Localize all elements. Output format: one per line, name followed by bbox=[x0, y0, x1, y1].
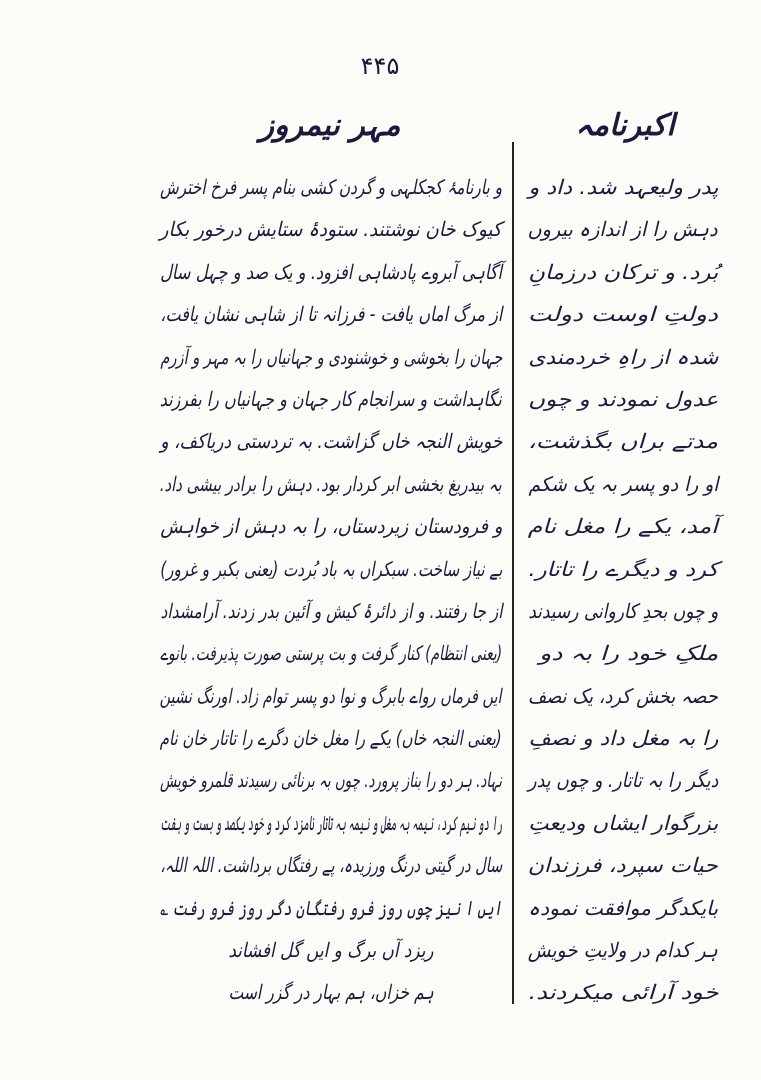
line-text: ایں ا نیز چوں روز فرو رفتگان دگر روز فرو رفت ؎ bbox=[160, 895, 502, 920]
left-column-title: مہر نیمروز bbox=[259, 108, 401, 143]
line-text: عدول نمودند و چوں bbox=[528, 386, 718, 411]
text-line bbox=[528, 208, 718, 250]
line-text: (یعنی انتظام) کنار گرفت و بت پرستی صورت پذیرفت. بانوے bbox=[160, 641, 502, 666]
text-line bbox=[528, 420, 718, 462]
text-line bbox=[160, 293, 502, 335]
line-text: مدتے براں بگذشت، bbox=[528, 429, 718, 454]
text-line bbox=[528, 378, 718, 420]
text-line bbox=[160, 717, 502, 759]
line-text: ہر کدام در ولایتِ خویش bbox=[528, 938, 718, 963]
column-divider bbox=[512, 142, 514, 1004]
text-line bbox=[160, 336, 502, 378]
line-text: حیات سپرد، فرزندان bbox=[528, 853, 718, 878]
right-column-text bbox=[528, 166, 718, 1014]
text-line bbox=[528, 336, 718, 378]
line-text: نگاہداشت و سرانجام کار جہان و جہانیاں را بفرزند bbox=[160, 386, 502, 411]
line-text: بُرد. و ترکان درزمانِ bbox=[528, 259, 718, 284]
text-line bbox=[528, 929, 718, 971]
text-line bbox=[528, 251, 718, 293]
page-number: ۴۴۵ bbox=[360, 52, 400, 80]
line-text: ملکِ خود را بہ دو bbox=[538, 641, 718, 666]
text-line bbox=[528, 632, 718, 674]
text-line bbox=[160, 548, 502, 590]
verse-line bbox=[160, 929, 502, 971]
line-text: حصہ بخش کرد، یک نصف bbox=[528, 683, 718, 708]
text-line bbox=[160, 844, 502, 886]
line-text: از جا رفتند. و از دائرۂ کیش و آئین بدر زدند. آرامشداد bbox=[160, 598, 502, 623]
text-line bbox=[528, 166, 718, 208]
text-line bbox=[528, 293, 718, 335]
left-column-text bbox=[160, 166, 502, 1014]
line-text: آمد، یکے را مغل نام bbox=[528, 514, 718, 539]
line-text: کرد و دیگرے را تاتار. bbox=[528, 556, 718, 581]
text-line bbox=[160, 378, 502, 420]
line-text: (یعنی النجہ خاں) یکے را مغل خان دگرے را تاتار خان نام bbox=[160, 726, 502, 751]
line-text: بہ بیدریغ بخشی ابر کردار بود. دہش را برادر بیشی داد. bbox=[160, 471, 502, 496]
text-line bbox=[528, 844, 718, 886]
line-text: دہش را از اندازہ بیروں bbox=[528, 217, 718, 242]
text-line bbox=[160, 802, 502, 844]
line-text: و بارنامۂ کجکلہی و گردن کشی بنام پسر فرخ اخترش bbox=[160, 175, 502, 199]
text-line bbox=[160, 590, 502, 632]
text-line bbox=[160, 251, 502, 293]
text-line bbox=[160, 420, 502, 462]
text-line bbox=[528, 971, 718, 1013]
text-line bbox=[160, 632, 502, 674]
text-line bbox=[528, 463, 718, 505]
line-text: بزرگوار ایشاں ودیعتِ bbox=[528, 810, 718, 835]
text-line bbox=[528, 887, 718, 929]
line-text: دولتِ اوست دولت bbox=[528, 302, 718, 327]
text-line bbox=[528, 802, 718, 844]
line-text: جہان را بخوشی و خوشنودی و جہانیاں را بہ مہر و آزرم bbox=[160, 344, 502, 369]
line-text: خود آرائی میکردند. bbox=[528, 980, 718, 1005]
line-text: دیگر را بہ تاتار. و چوں پدر bbox=[528, 768, 718, 793]
text-line bbox=[160, 887, 502, 929]
text-line bbox=[528, 590, 718, 632]
line-text: سال در گیتی درنگ ورزیدہ، پے رفتگاں برداشت. اللہ اللہ، bbox=[160, 853, 502, 878]
line-text: را دو نیم کرد، نیمہ بہ مغل و نیمہ بہ تاتار نامزد کرد و خود یکصد و بست و ہفت bbox=[160, 810, 502, 835]
line-text: نہاد. ہر دو را بناز پرورد. چوں بہ برنائی رسیدند قلمرو خویش bbox=[160, 768, 502, 793]
text-line bbox=[160, 166, 502, 208]
line-text: ہم خزاں، ہم بہار در گزر است bbox=[228, 980, 434, 1005]
line-text: و چوں بحدِ کاروانی رسیدند bbox=[528, 598, 718, 623]
line-text: بے نیاز ساخت. سبکراں بہ باد بُردت (یعنی بکبر و غرور) bbox=[160, 556, 502, 581]
text-line bbox=[528, 675, 718, 717]
line-text: خویش النجہ خاں گزاشت. بہ تردستی دریاکف، و bbox=[160, 429, 502, 454]
line-text: آگاہی آبروے پادشاہی افزود. و یک صد و چہل سال bbox=[160, 259, 502, 284]
text-line bbox=[160, 675, 502, 717]
text-line bbox=[160, 208, 502, 250]
line-text: بایکدگر موافقت نمودہ bbox=[528, 895, 718, 920]
text-line bbox=[160, 463, 502, 505]
line-text: از مرگ اماں یافت - فرزانہ تا از شاہی نشان یافت، bbox=[160, 302, 502, 327]
line-text: پدر ولیعہد شد. داد و bbox=[528, 175, 718, 199]
text-line bbox=[528, 717, 718, 759]
line-text: او را دو پسر بہ یک شکم bbox=[528, 471, 718, 496]
line-text: ایں فرماں رواے بابرگ و نوا دو پسر توام زاد. اورنگ نشین bbox=[160, 683, 502, 708]
line-text: و فرودستان زیردستاں، را بہ دہش از خواہش bbox=[160, 514, 502, 539]
text-line bbox=[528, 548, 718, 590]
text-line bbox=[528, 759, 718, 801]
line-text: ریزد آں برگ و ایں گل افشاند bbox=[228, 938, 434, 963]
text-line bbox=[160, 505, 502, 547]
line-text: کیوک خان نوشتند. ستودۂ ستایش درخور بکار bbox=[160, 217, 502, 242]
text-line bbox=[160, 759, 502, 801]
right-column-title: اکبرنامہ bbox=[575, 108, 675, 143]
line-text: را بہ مغل داد و نصفِ bbox=[528, 726, 718, 751]
line-text: شدہ از راہِ خردمندی bbox=[528, 344, 718, 369]
text-line bbox=[528, 505, 718, 547]
verse-line bbox=[160, 971, 502, 1013]
